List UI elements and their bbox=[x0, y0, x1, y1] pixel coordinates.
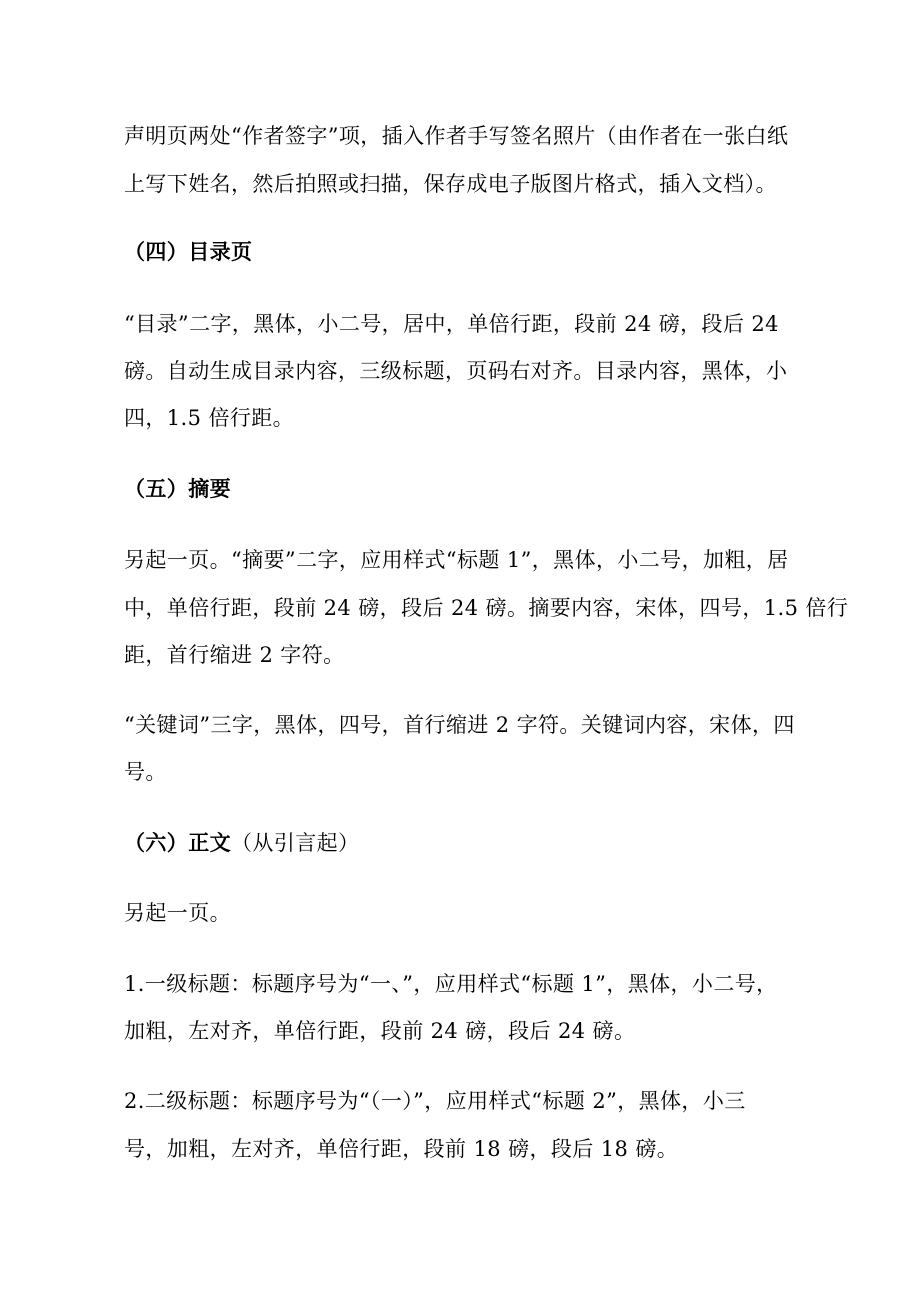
level1-line-2: 加粗，左对齐，单倍行距，段前 24 磅，段后 24 磅。 bbox=[124, 1019, 636, 1043]
keywords-line-2: 号。 bbox=[124, 760, 167, 784]
declaration-line-1: 声明页两处“作者签字”项，插入作者手写签名照片（由作者在一张白纸 bbox=[124, 124, 789, 148]
abstract-line-3: 距，首行缩进 2 字符。 bbox=[124, 643, 345, 667]
keywords-line-1: “关键词”三字，黑体，四号，首行缩进 2 字符。关键词内容，宋体，四 bbox=[124, 713, 795, 737]
toc-line-3: 四，1.5 倍行距。 bbox=[124, 406, 295, 430]
level1-line-1: 1.一级标题：标题序号为“一、”，应用样式“标题 1”，黑体，小二号， bbox=[124, 972, 778, 996]
toc-line-1: “目录”二字，黑体，小二号，居中，单倍行距，段前 24 磅，段后 24 bbox=[124, 312, 779, 336]
abstract-line-2: 中，单倍行距，段前 24 磅，段后 24 磅。摘要内容，宋体，四号，1.5 倍行 bbox=[124, 596, 849, 620]
declaration-line-2: 上写下姓名，然后拍照或扫描，保存成电子版图片格式，插入文档）。 bbox=[124, 172, 777, 196]
body-heading bbox=[124, 829, 359, 857]
toc-heading: （四）目录页 bbox=[124, 240, 253, 264]
body-heading-bold: （六）正文 bbox=[124, 831, 231, 855]
body-heading-plain: （从引言起） bbox=[231, 831, 360, 855]
toc-line-2: 磅。自动生成目录内容，三级标题，页码右对齐。目录内容，黑体，小 bbox=[124, 359, 788, 383]
level2-line-2: 号，加粗，左对齐，单倍行距，段前 18 磅，段后 18 磅。 bbox=[124, 1137, 679, 1161]
abstract-heading: （五）摘要 bbox=[124, 477, 231, 501]
body-intro: 另起一页。 bbox=[124, 901, 231, 925]
abstract-line-1: 另起一页。“摘要”二字，应用样式“标题 1”，黑体，小二号，加粗，居 bbox=[124, 548, 789, 572]
level2-line-1: 2.二级标题：标题序号为“（一）”，应用样式“标题 2”，黑体，小三 bbox=[124, 1089, 746, 1113]
